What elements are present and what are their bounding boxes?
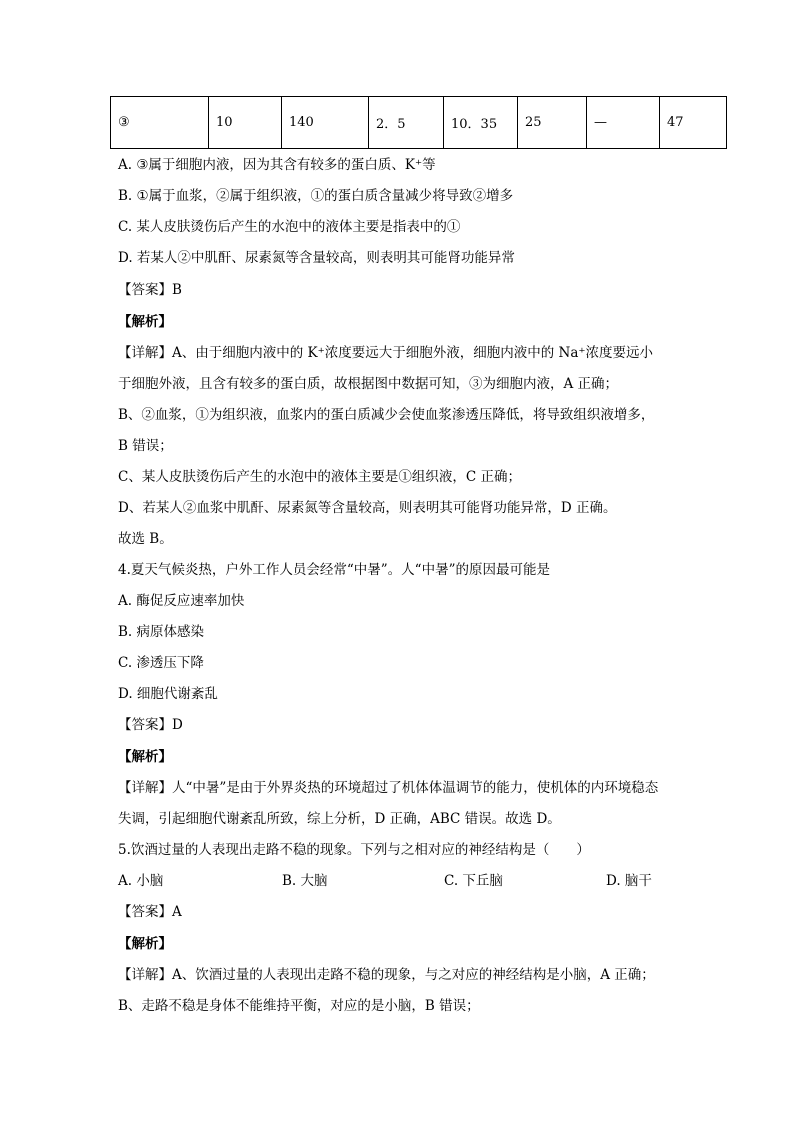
q5-analysis-heading: 【解析】 [118, 936, 172, 952]
q5-detail-line: 【详解】A、饮酒过量的人表现出走路不稳的现象，与之对应的神经结构是小脑，A 正确； [118, 967, 655, 983]
q5-option-c: C. 下丘脑 [444, 873, 503, 889]
q4-option-b: B. 病原体感染 [118, 624, 205, 640]
q3-option-b: B. ①属于血浆，②属于组织液，①的蛋白质含量减少将导致②增多 [118, 188, 514, 204]
q3-detail-line: D、若某人②血浆中肌酐、尿素氮等含量较高，则表明其可能肾功能异常，D 正确。 [118, 500, 617, 516]
q3-detail-line: 故选 B。 [118, 531, 173, 547]
q3-analysis-heading: 【解析】 [118, 314, 172, 330]
q3-answer: 【答案】B [118, 282, 182, 298]
q5-answer: 【答案】A [118, 904, 182, 920]
table-cell: — [587, 97, 660, 149]
table-cell: 10 [209, 97, 282, 149]
q5-option-b: B. 大脑 [282, 873, 328, 889]
q4-detail-line: 【详解】人“中暑”是由于外界炎热的环境超过了机体体温调节的能力，使机体的内环境稳态 [118, 780, 659, 796]
q4-answer: 【答案】D [118, 717, 183, 733]
table-cell: 47 [660, 97, 727, 149]
q3-option-c: C. 某人皮肤烫伤后产生的水泡中的液体主要是指表中的① [118, 219, 461, 235]
table-cell: 25 [518, 97, 587, 149]
q3-option-a: A. ③属于细胞内液，因为其含有较多的蛋白质、K⁺等 [118, 157, 436, 173]
q5-option-a: A. 小脑 [118, 873, 164, 889]
table-cell: 10．35 [444, 97, 518, 149]
q3-detail-line: B、②血浆，①为组织液，血浆内的蛋白质减少会使血浆渗透压降低，将导致组织液增多， [118, 407, 655, 423]
data-table [110, 96, 727, 149]
q4-option-d: D. 细胞代谢紊乱 [118, 686, 218, 702]
q4-detail-line: 失调，引起细胞代谢紊乱所致，综上分析，D 正确，ABC 错误。故选 D。 [118, 811, 561, 827]
q4-option-a: A. 酶促反应速率加快 [118, 593, 245, 609]
q3-detail-line: C、某人皮肤烫伤后产生的水泡中的液体主要是①组织液，C 正确； [118, 469, 521, 485]
q3-detail-line: 于细胞外液，且含有较多的蛋白质，故根据图中数据可知，③为细胞内液，A 正确； [118, 376, 619, 392]
q5-detail-line: B、走路不稳是身体不能维持平衡，对应的是小脑，B 错误； [118, 998, 480, 1014]
table-cell: 140 [282, 97, 369, 149]
q3-detail-line: 【详解】A、由于细胞内液中的 K⁺浓度要远大于细胞外液，细胞内液中的 Na⁺浓度要远小 [118, 345, 654, 361]
q5-option-d: D. 脑干 [606, 873, 652, 889]
table-cell: 2．5 [369, 97, 444, 149]
q4-analysis-heading: 【解析】 [118, 749, 172, 765]
q3-option-d: D. 若某人②中肌酐、尿素氮等含量较高，则表明其可能肾功能异常 [118, 250, 515, 266]
table-cell: ③ [111, 97, 209, 149]
q4-option-c: C. 渗透压下降 [118, 655, 204, 671]
q3-detail-line: B 错误； [118, 438, 173, 454]
q5-stem: 5.饮酒过量的人表现出走路不稳的现象。下列与之相对应的神经结构是（ ） [118, 842, 590, 858]
table-row [111, 97, 727, 149]
q4-stem: 4.夏天气候炎热，户外工作人员会经常“中暑”。人“中暑”的原因最可能是 [118, 562, 550, 578]
